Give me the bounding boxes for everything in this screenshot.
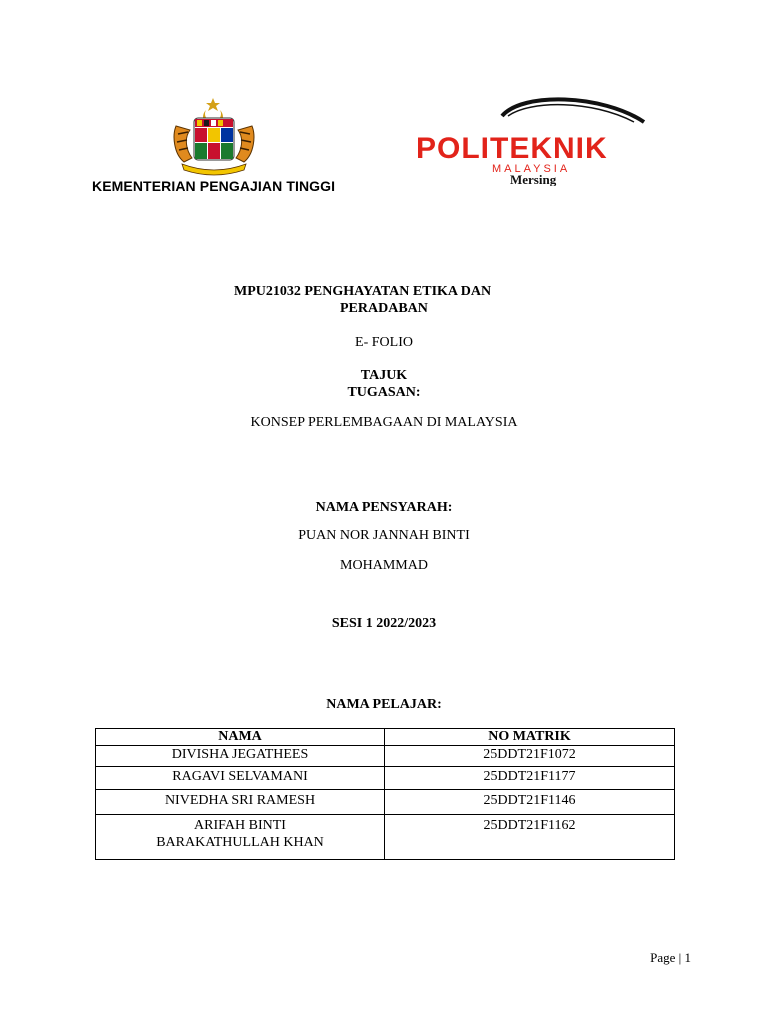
student-name: RAGAVI SELVAMANI (96, 767, 385, 790)
table-header-row (96, 729, 675, 746)
efolio-label: E- FOLIO (355, 335, 413, 350)
student-matrik: 25DDT21F1162 (385, 815, 675, 860)
logo-main-text: POLITEKNIK (416, 132, 608, 165)
student-name: DIVISHA JEGATHEES (96, 746, 385, 767)
lecturer-name-line-1: PUAN NOR JANNAH BINTI (298, 528, 470, 543)
students-table (95, 728, 675, 860)
student-name: NIVEDHA SRI RAMESH (96, 790, 385, 815)
course-line-1: MPU21032 PENGHAYATAN ETIKA DAN (234, 284, 492, 299)
course-title (234, 283, 554, 317)
ministry-name: KEMENTERIAN PENGAJIAN TINGGI (92, 178, 336, 194)
tajuk-heading (0, 367, 768, 401)
students-label: NAMA PELAJAR: (326, 697, 442, 712)
table-row (96, 815, 675, 860)
table-row (96, 746, 675, 767)
page-number: Page | 1 (650, 950, 691, 965)
logo-campus-text: Mersing (510, 172, 557, 186)
student-name-line-2: BARAKATHULLAH KHAN (156, 835, 324, 850)
session-label: SESI 1 2022/2023 (331, 616, 437, 631)
tajuk-line-2: TUGASAN: (347, 385, 421, 400)
student-matrik: 25DDT21F1146 (385, 790, 675, 815)
lecturer-label: NAMA PENSYARAH: (315, 500, 453, 515)
student-name-line-1: ARIFAH BINTI (194, 818, 286, 833)
student-matrik: 25DDT21F1177 (385, 767, 675, 790)
assignment-title: KONSEP PERLEMBAGAAN DI MALAYSIA (250, 415, 518, 430)
malaysia-coat-of-arms-icon (168, 96, 260, 178)
table-row (96, 790, 675, 815)
student-name (96, 815, 385, 860)
course-line-2: PERADABAN (340, 301, 428, 316)
tajuk-line-1: TAJUK (360, 368, 408, 383)
header-matrik: NO MATRIK (385, 729, 675, 746)
lecturer-name-line-2: MOHAMMAD (340, 558, 428, 573)
logo-sub-text: MALAYSIA (492, 163, 571, 175)
student-matrik: 25DDT21F1072 (385, 746, 675, 767)
table-row (96, 767, 675, 790)
politeknik-logo-icon (412, 94, 662, 186)
header-nama: NAMA (96, 729, 385, 746)
